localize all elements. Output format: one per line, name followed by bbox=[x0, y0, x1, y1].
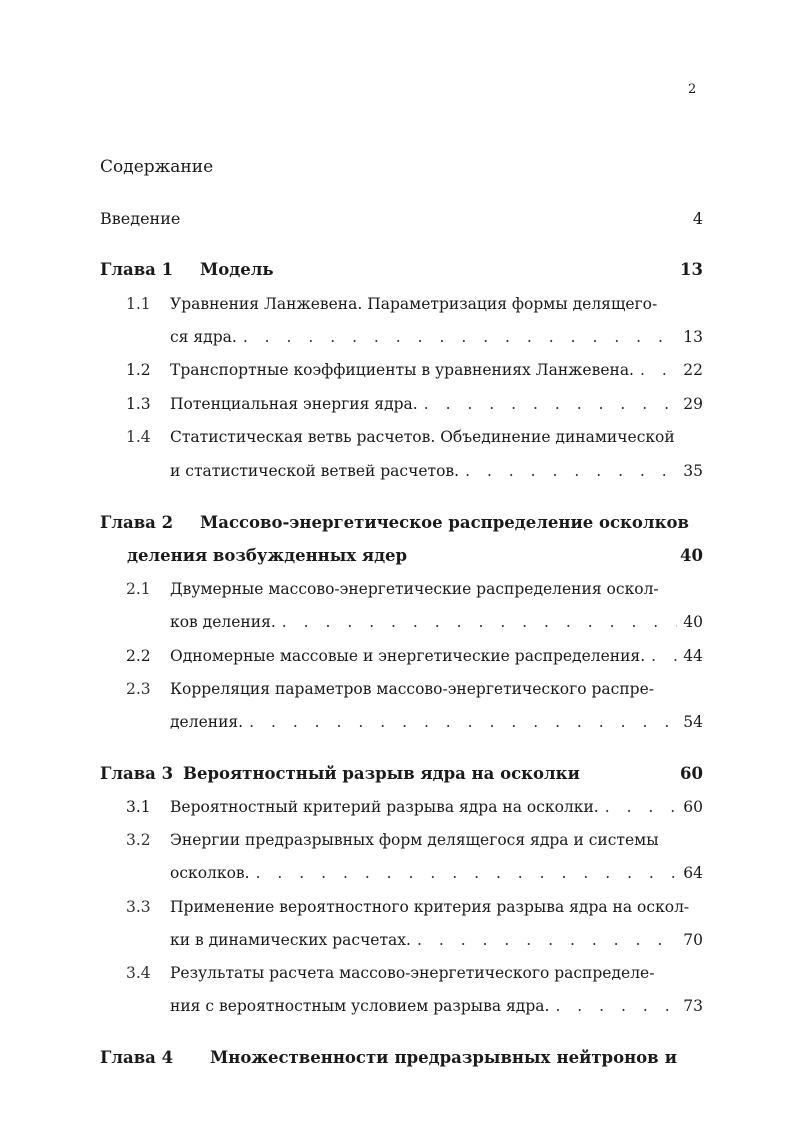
section-page: 64 bbox=[683, 864, 703, 882]
leader-dots bbox=[411, 931, 677, 949]
toc-chapter-2-cont[interactable] bbox=[127, 546, 703, 565]
section-number: 1.4 bbox=[126, 428, 151, 446]
section-number: 3.4 bbox=[126, 964, 151, 982]
section-page: 35 bbox=[683, 462, 703, 480]
toc-section-2-3-cont[interactable] bbox=[170, 713, 703, 731]
toc-chapter-4[interactable] bbox=[100, 1048, 677, 1067]
section-title-cont: деления. bbox=[170, 713, 244, 731]
toc-section-3-2-cont[interactable] bbox=[170, 864, 703, 882]
section-number: 1.3 bbox=[126, 395, 151, 413]
toc-section-3-4[interactable] bbox=[126, 964, 703, 982]
section-title-cont: и статистической ветвей расчетов. bbox=[170, 462, 460, 480]
section-number: 2.1 bbox=[126, 580, 151, 598]
chapter-title: Модель bbox=[200, 260, 274, 279]
section-number: 2.2 bbox=[126, 647, 151, 665]
leader-dots bbox=[549, 997, 677, 1015]
toc-section-1-4[interactable] bbox=[126, 428, 703, 446]
section-title: Результаты расчета массово-энергетического распределе- bbox=[170, 964, 655, 982]
toc-section-1-2[interactable] bbox=[126, 361, 703, 379]
toc-section-1-4-cont[interactable] bbox=[170, 462, 703, 480]
section-title: Статистическая ветвь расчетов. Объединение динамической bbox=[170, 428, 675, 446]
leader-dots bbox=[645, 647, 677, 665]
section-title-cont: ков деления. bbox=[170, 613, 276, 631]
leader-dots bbox=[599, 798, 678, 816]
section-page: 60 bbox=[683, 798, 703, 816]
section-title: Уравнения Ланжевена. Параметризация формы делящего- bbox=[170, 295, 658, 313]
toc-section-2-1[interactable] bbox=[126, 580, 703, 598]
section-number: 3.3 bbox=[126, 898, 151, 916]
toc-section-1-3[interactable] bbox=[126, 395, 703, 413]
toc-section-1-1[interactable] bbox=[126, 295, 703, 313]
page-number: 2 bbox=[688, 82, 697, 97]
chapter-page: 40 bbox=[680, 546, 703, 565]
chapter-title: Вероятностный разрыв ядра на осколки bbox=[183, 764, 580, 783]
chapter-label: Глава 3 bbox=[100, 764, 174, 783]
toc-section-2-1-cont[interactable] bbox=[170, 613, 703, 631]
section-title: Потенциальная энергия ядра. bbox=[170, 395, 418, 413]
section-title-cont: ки в динамических расчетах. bbox=[170, 931, 411, 949]
toc-chapter-2[interactable] bbox=[100, 513, 689, 532]
leader-dots bbox=[634, 361, 677, 379]
section-title: Применение вероятностного критерия разрыва ядра на оскол- bbox=[170, 898, 690, 916]
section-page: 22 bbox=[683, 361, 703, 379]
leader-dots bbox=[243, 713, 677, 731]
leader-dots bbox=[237, 328, 677, 346]
toc-chapter-3[interactable] bbox=[100, 764, 703, 783]
section-page: 70 bbox=[683, 931, 703, 949]
intro-page: 4 bbox=[692, 209, 703, 228]
section-number: 3.2 bbox=[126, 831, 151, 849]
toc-section-3-4-cont[interactable] bbox=[170, 997, 703, 1015]
chapter-title: Множественности предразрывных нейтронов и bbox=[210, 1048, 677, 1067]
leader-dots bbox=[276, 613, 677, 631]
chapter-page: 13 bbox=[680, 260, 703, 279]
section-title-cont: ния с вероятностным условием разрыва ядра. bbox=[170, 997, 550, 1015]
section-page: 13 bbox=[683, 328, 703, 346]
toc-section-3-2[interactable] bbox=[126, 831, 703, 849]
toc-section-2-3[interactable] bbox=[126, 680, 703, 698]
section-title: Транспортные коэффициенты в уравнениях Ланжевена. bbox=[170, 361, 634, 379]
toc-section-1-1-cont[interactable] bbox=[170, 328, 703, 346]
section-page: 29 bbox=[683, 395, 703, 413]
chapter-label: Глава 4 bbox=[100, 1048, 174, 1067]
section-page: 54 bbox=[683, 713, 703, 731]
chapter-label: Глава 1 bbox=[100, 260, 174, 279]
toc-section-2-2[interactable] bbox=[126, 647, 703, 665]
section-title-cont: осколков. bbox=[170, 864, 250, 882]
chapter-title: Массово-энергетическое распределение осколков bbox=[200, 513, 689, 532]
leader-dots bbox=[250, 864, 678, 882]
section-title: Двумерные массово-энергетические распределения оскол- bbox=[170, 580, 659, 598]
section-page: 40 bbox=[683, 613, 703, 631]
section-number: 3.1 bbox=[126, 798, 151, 816]
section-title: Корреляция параметров массово-энергетического распре- bbox=[170, 680, 655, 698]
contents-heading: Содержание bbox=[100, 157, 214, 177]
chapter-title-cont: деления возбужденных ядер bbox=[127, 546, 408, 565]
section-number: 1.2 bbox=[126, 361, 151, 379]
toc-section-3-3[interactable] bbox=[126, 898, 703, 916]
leader-dots bbox=[418, 395, 678, 413]
section-title-cont: ся ядра. bbox=[170, 328, 237, 346]
section-title: Энергии предразрывных форм делящегося ядра и системы bbox=[170, 831, 659, 849]
leader-dots bbox=[459, 462, 677, 480]
section-title: Одномерные массовые и энергетические распределения. bbox=[170, 647, 646, 665]
chapter-page: 60 bbox=[680, 764, 703, 783]
section-number: 1.1 bbox=[126, 295, 151, 313]
toc-section-3-1[interactable] bbox=[126, 798, 703, 816]
toc-intro[interactable] bbox=[100, 209, 703, 228]
section-page: 44 bbox=[683, 647, 703, 665]
section-title: Вероятностный критерий разрыва ядра на осколки. bbox=[170, 798, 599, 816]
toc-section-3-3-cont[interactable] bbox=[170, 931, 703, 949]
chapter-label: Глава 2 bbox=[100, 513, 174, 532]
toc-chapter-1[interactable] bbox=[100, 260, 703, 279]
intro-title: Введение bbox=[100, 209, 181, 228]
section-page: 73 bbox=[683, 997, 703, 1015]
section-number: 2.3 bbox=[126, 680, 151, 698]
